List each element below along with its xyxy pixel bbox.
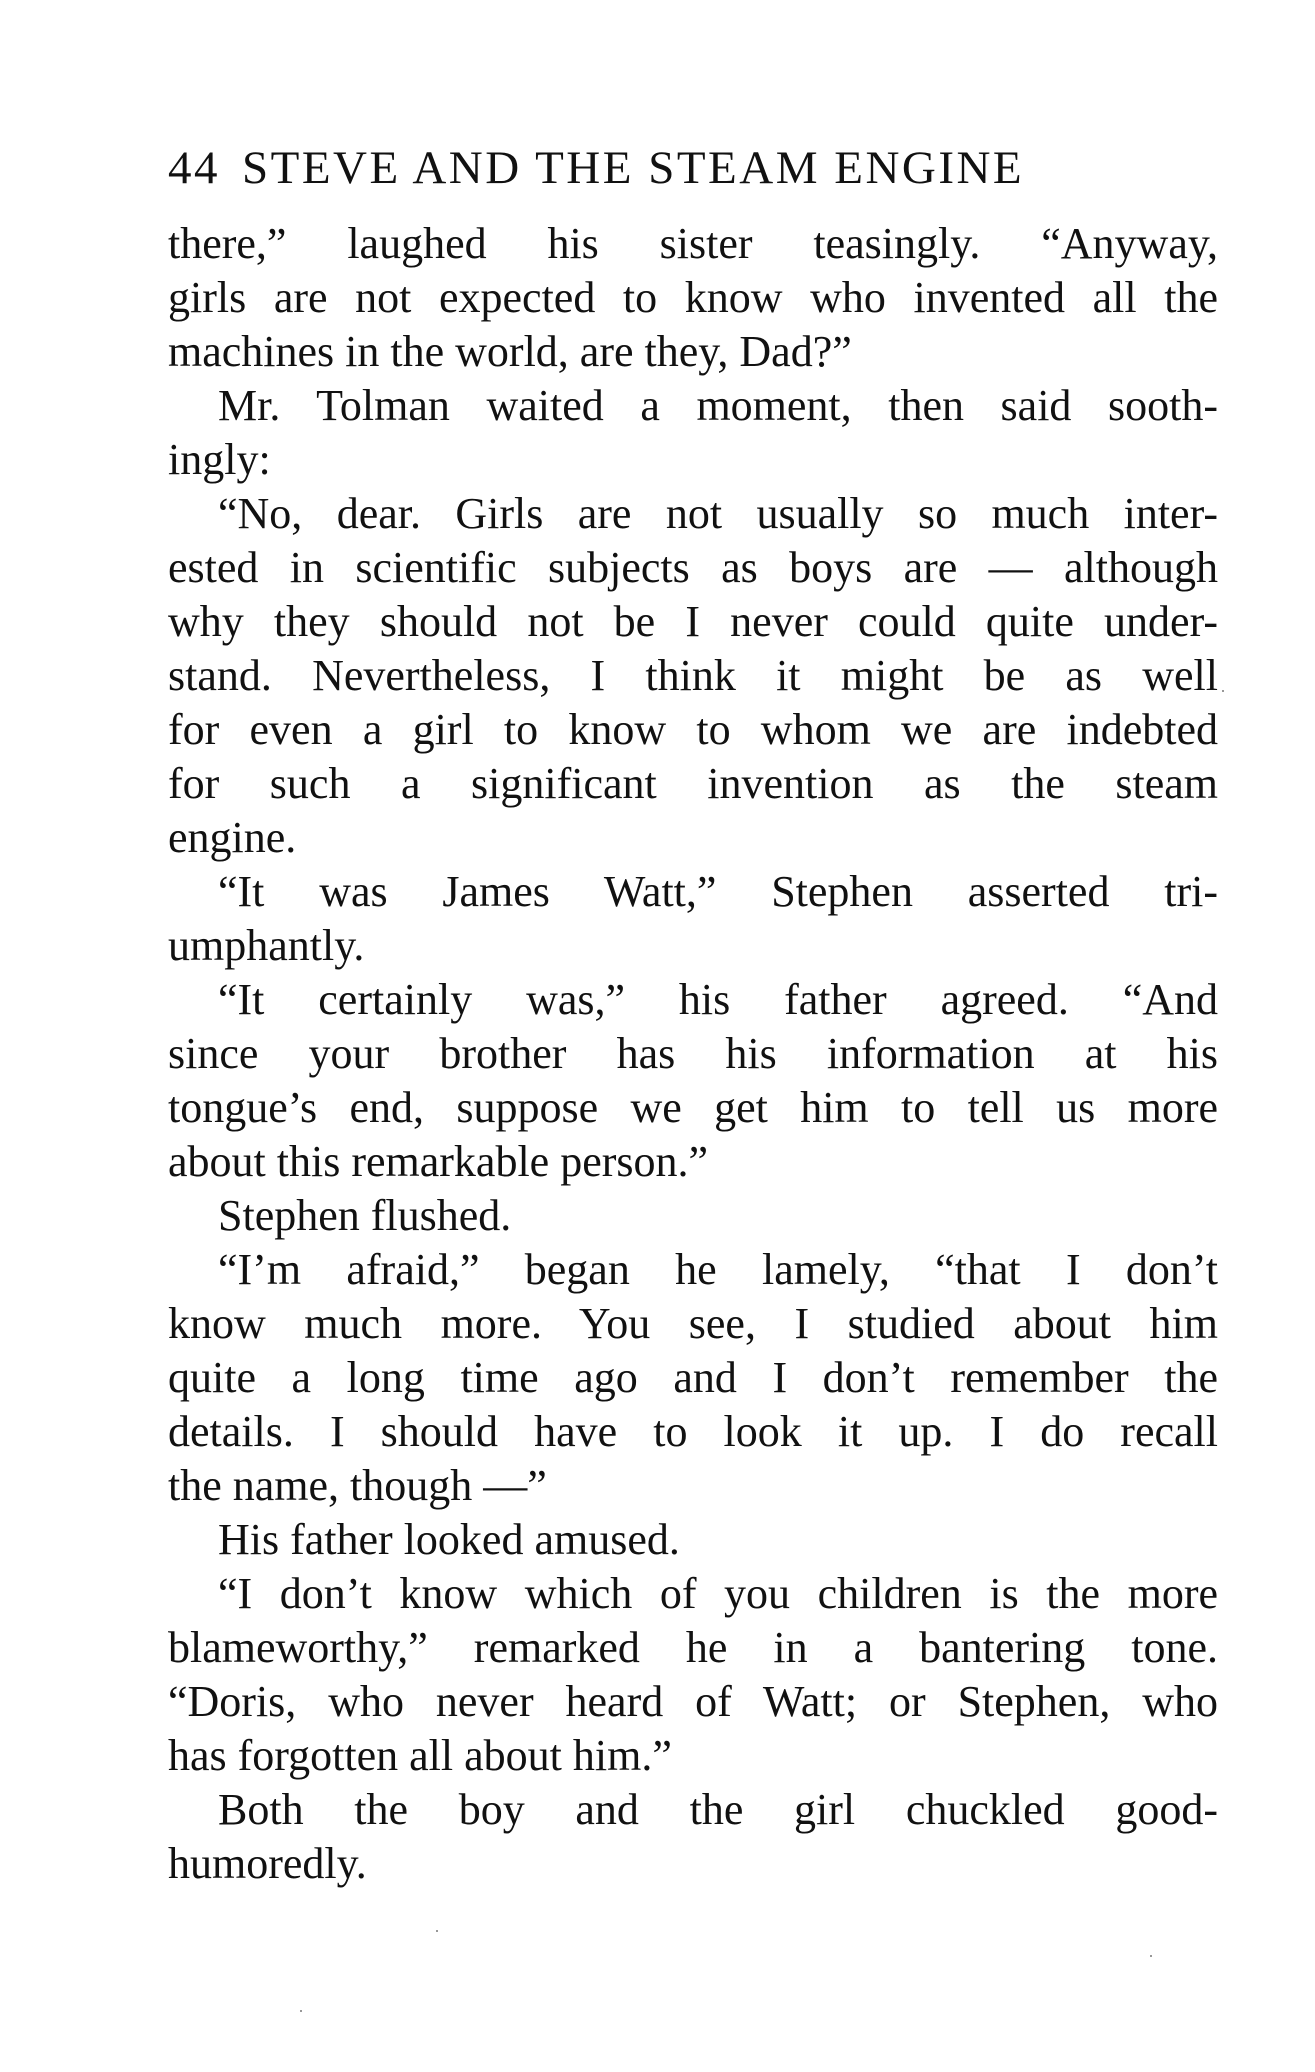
text-line: why they should not be I never could quite under- xyxy=(168,597,1218,646)
text-line: has forgotten all about him.” xyxy=(168,1731,672,1780)
text-line: for such a significant invention as the steam xyxy=(168,759,1218,808)
text-line: Stephen flushed. xyxy=(218,1191,512,1240)
text-line: the name, though —” xyxy=(168,1461,547,1510)
text-line: ingly: xyxy=(168,435,271,484)
text-line: engine. xyxy=(168,813,297,862)
text-line: “I don’t know which of you children is the more xyxy=(218,1569,1218,1618)
text-line: about this remarkable person.” xyxy=(168,1137,709,1186)
running-header xyxy=(168,140,1168,196)
scan-speck xyxy=(1222,690,1224,692)
text-line: “It was James Watt,” Stephen asserted tri- xyxy=(218,867,1218,916)
text-line: His father looked amused. xyxy=(218,1515,680,1564)
text-line: “Doris, who never heard of Watt; or Stephen, who xyxy=(168,1677,1218,1726)
text-line: there,” laughed his sister teasingly. “Anyway, xyxy=(168,219,1218,268)
text-line: stand. Nevertheless, I think it might be as well xyxy=(168,651,1218,700)
scan-speck xyxy=(436,1930,438,1932)
text-line: for even a girl to know to whom we are indebted xyxy=(168,705,1218,754)
text-line: “No, dear. Girls are not usually so much inter- xyxy=(218,489,1218,538)
scan-speck xyxy=(300,2010,302,2012)
text-line: ested in scientific subjects as boys are — although xyxy=(168,543,1218,592)
text-line: quite a long time ago and I don’t remember the xyxy=(168,1353,1218,1402)
running-title: STEVE AND THE STEAM ENGINE xyxy=(242,142,1025,194)
text-line: humoredly. xyxy=(168,1839,367,1888)
text-line: girls are not expected to know who invented all the xyxy=(168,273,1218,322)
text-line: Both the boy and the girl chuckled good- xyxy=(218,1785,1218,1834)
text-line: “I’m afraid,” began he lamely, “that I don’t xyxy=(218,1245,1218,1294)
page-number: 44 xyxy=(168,142,220,194)
text-line: tongue’s end, suppose we get him to tell us more xyxy=(168,1083,1218,1132)
text-line: machines in the world, are they, Dad?” xyxy=(168,327,852,376)
text-line: blameworthy,” remarked he in a bantering tone. xyxy=(168,1623,1218,1672)
text-line: since your brother has his information at his xyxy=(168,1029,1218,1078)
text-line: Mr. Tolman waited a moment, then said sooth- xyxy=(218,381,1218,430)
text-line: details. I should have to look it up. I do recall xyxy=(168,1407,1218,1456)
scan-speck xyxy=(1150,1955,1152,1957)
text-line: “It certainly was,” his father agreed. “And xyxy=(218,975,1218,1024)
text-line: know much more. You see, I studied about him xyxy=(168,1299,1218,1348)
body-text xyxy=(168,217,1218,1891)
text-line: umphantly. xyxy=(168,921,365,970)
